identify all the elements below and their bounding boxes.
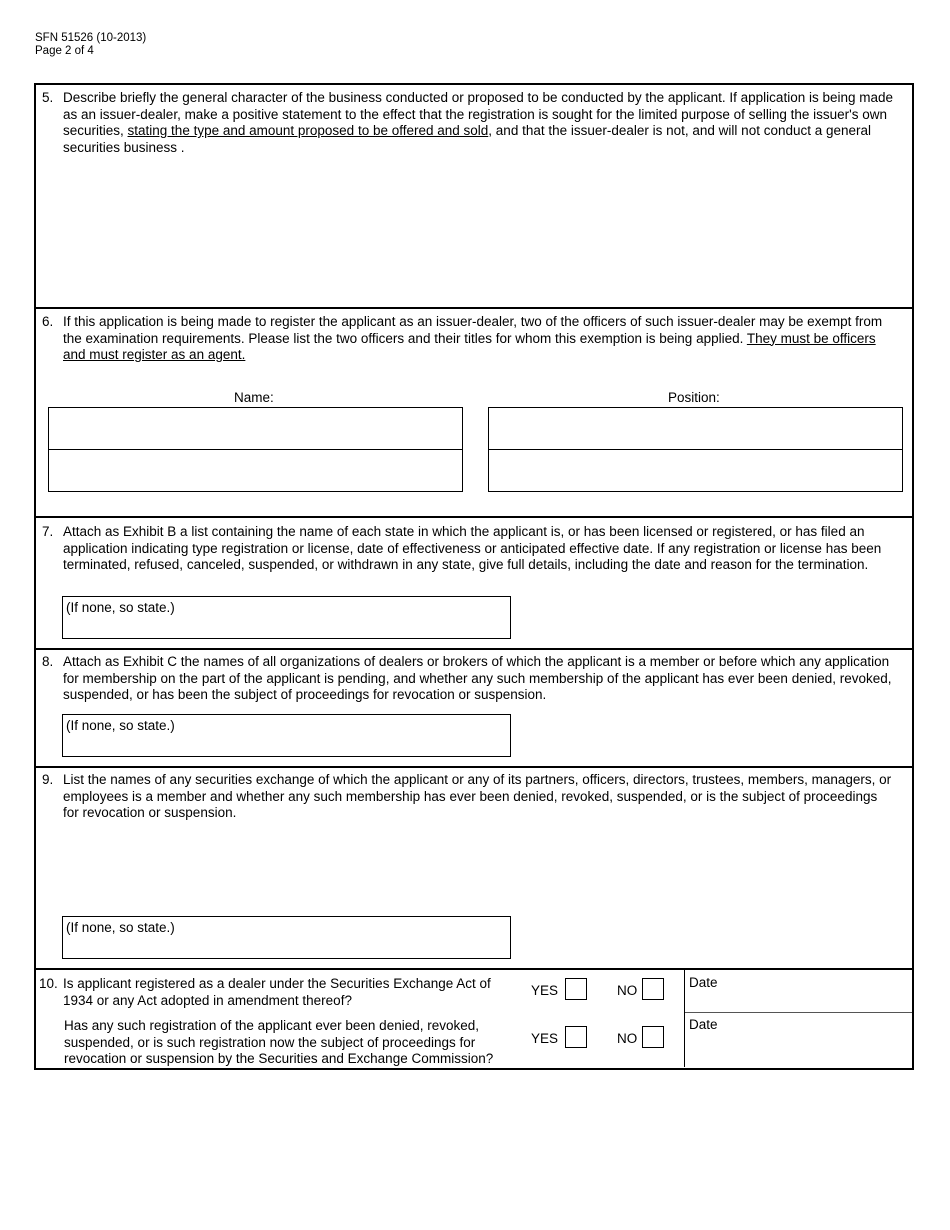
q10-part1-no-checkbox[interactable] [642,978,664,1000]
officer-1-position-field[interactable] [488,407,903,450]
q6-text-underlined: They must be officers and must register as an agent. [63,330,876,362]
q10-part2-yes-label: YES [531,1031,559,1046]
q10-part1-yes-checkbox[interactable] [565,978,587,1000]
officer-2-name-field[interactable] [48,449,463,492]
q8-number: 8. [42,654,54,669]
q9-number: 9. [42,772,54,787]
q10-part1-no-label: NO [617,983,638,998]
q5-text [63,90,896,156]
q8-text: Attach as Exhibit C the names of all organizations of dealers or brokers of which the applicant is a member or before which any application for membership on the part of the applicant is pending, and whether any such membership of the applicant has ever been denied, revoked, suspended, or has been the subject of proceedings for revocation or suspension. [63,654,892,702]
form-id: SFN 51526 (10-2013) [35,32,147,44]
q5-number: 5. [42,90,54,105]
q9-none-label: (If none, so state.) [66,920,175,935]
q9-text: List the names of any securities exchange of which the applicant or any of its partners, officers, directors, trustees, members, managers, or employees is a member and whether any such membership has ever been denied, revoked, suspended, or is the subject of proceedings for revocation or suspension. [63,772,892,820]
page-number: Page 2 of 4 [35,45,94,57]
q7-text: Attach as Exhibit B a list containing the name of each state in which the applicant is, or has been licensed or registered, or has filed an application indicating type registration or license, date of effectiveness or anticipated effective date. If any registration or license has been terminated, refused, canceled, suspended, or withdrawn in any state, give full details, including the date and reason for the termination. [63,524,882,572]
q8-none-label: (If none, so state.) [66,718,175,733]
q5-answer-area[interactable] [63,157,896,303]
q9-answer-field[interactable] [62,916,511,959]
q6-number: 6. [42,314,54,329]
q7-number: 7. [42,524,54,539]
q6-text [63,314,896,364]
q10-part2-yes-checkbox[interactable] [565,1026,587,1048]
q10-part2-no-checkbox[interactable] [642,1026,664,1048]
q7-answer-field[interactable] [62,596,511,639]
q10-part2-no-label: NO [617,1031,638,1046]
q10-part1-yes-label: YES [531,983,559,998]
q10-part2-text: Has any such registration of the applicant ever been denied, revoked, suspended, or is such registration now the subject of proceedings for revocation or suspension by the Securities and Exchange Commission? [64,1018,494,1066]
q5-text-part-a: Describe briefly the general character of the business conducted or proposed to be conducted by the applicant. If application is being made as an issuer-dealer, make a positive statement to the effect that the registration is sought for the limited purpose of selling the issuer's own securities, [63,90,894,138]
officer-1-name-field[interactable] [48,407,463,450]
officer-2-position-field[interactable] [488,449,903,492]
section-9 [36,766,912,970]
q10-part2-date-field[interactable] [684,1012,912,1067]
position-column-label: Position: [668,390,720,405]
form-frame [34,83,914,1070]
section-5 [36,85,912,309]
section-7 [36,516,912,650]
q10-part2-date-label: Date [689,1017,718,1032]
q8-answer-field[interactable] [62,714,511,757]
q7-none-label: (If none, so state.) [66,600,175,615]
q10-part1-date-field[interactable] [684,970,912,1013]
section-6 [36,307,912,518]
name-column-label: Name: [234,390,274,405]
q6-text-part-a: If this application is being made to register the applicant as an issuer-dealer, two of the officers of such issuer-dealer may be exempt from the examination requirements. Please list the two officers and their titles for whom this exemption is being applied. [63,314,883,346]
q5-text-underlined: stating the type and amount proposed to be offered and sold [127,123,489,138]
q10-number: 10. [39,976,58,991]
q5-text-part-b: , and that the issuer-dealer is not, and will not conduct a general securities business . [63,123,872,155]
q10-part1-text: Is applicant registered as a dealer under the Securities Exchange Act of 1934 or any Act adopted in amendment thereof? [63,976,491,1008]
section-8 [36,648,912,768]
section-10 [36,968,912,1067]
q10-part1-date-label: Date [689,975,718,990]
